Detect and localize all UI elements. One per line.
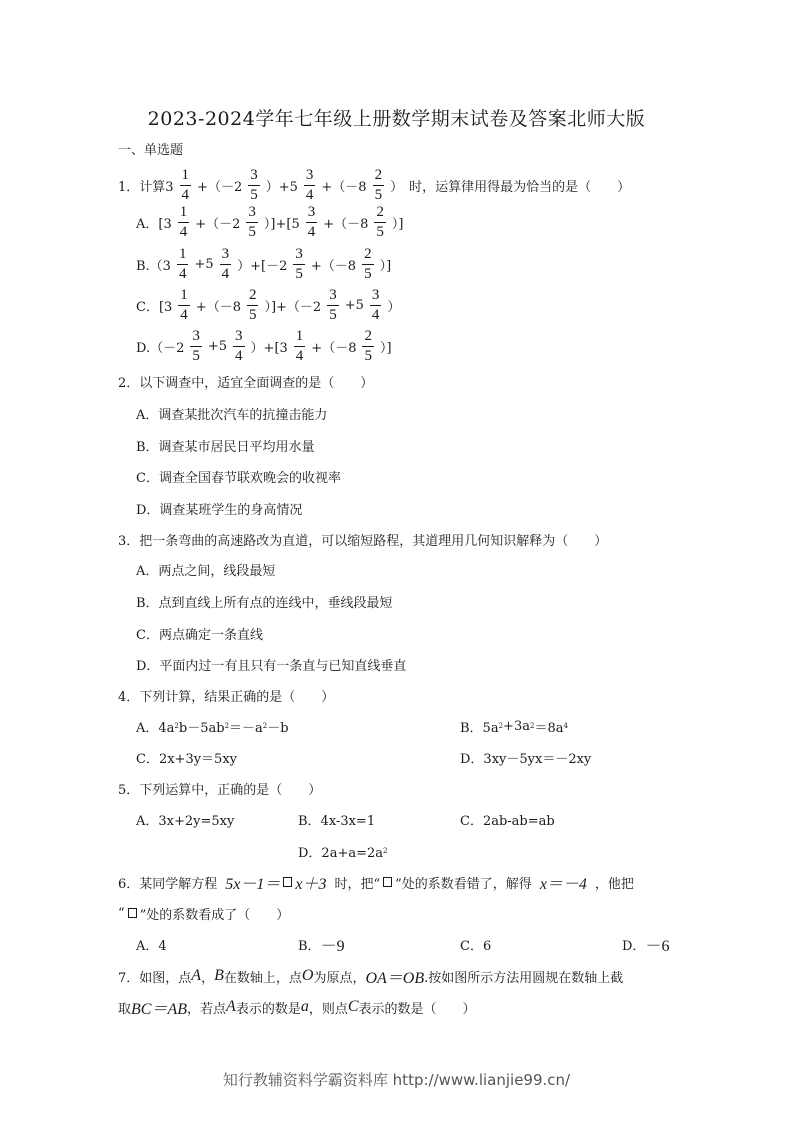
question-7-stem: 7．如图，点 A ， B 在数轴上，点 O 为原点， OA＝OB .按如图所示方法用圆规在数轴上截 xyxy=(118,967,624,987)
unknown-box-icon xyxy=(128,908,137,918)
unknown-box-icon xyxy=(283,877,292,887)
question-2-option-d: D．调查某班学生的身高情况 xyxy=(136,502,303,518)
question-6-option-c: C．6 xyxy=(460,938,492,954)
fraction: $\frac{2}{5}$ xyxy=(374,166,383,203)
question-3-option-b: B．点到直线上所有点的连线中，垂线段最短 xyxy=(136,595,393,611)
question-7-stem-line2: 取 BC＝AB ，若点 A 表示的数是 a ，则点 C 表示的数是（ ） xyxy=(118,998,476,1018)
footer-watermark: 知行教辅资料学霸资料库 http://www.lianjie99.cn/ xyxy=(222,1071,571,1089)
question-1-option-d: D.（－2 $\frac{3}{5}$ +5 $\frac{3}{4}$ ）+[3 $\frac{1}{4}$ +（－8 $\frac{2}{5}$ ）] xyxy=(136,327,392,364)
question-3-stem: 3．把一条弯曲的高速路改为直道，可以缩短路程，其道理用几何知识解释为（ ） xyxy=(118,533,608,549)
question-2-option-b: B．调查某市居民日平均用水量 xyxy=(136,439,315,455)
question-2-option-a: A．调查某批次汽车的抗撞击能力 xyxy=(136,407,328,423)
question-6-stem-line2: “ ”处的系数看成了（ ） xyxy=(118,905,290,923)
question-4-stem: 4．下列计算，结果正确的是（ ） xyxy=(118,689,335,705)
page-title: 2023-2024学年七年级上册数学期末试卷及答案北师大版 xyxy=(147,108,646,130)
question-5-option-c: C．2ab-ab=ab xyxy=(460,813,555,829)
question-4-option-c: C．2x+3y＝5xy xyxy=(136,751,238,767)
question-5-option-b: B．4x-3x=1 xyxy=(298,813,376,829)
question-5-option-d: D．2a+a=2a 2 xyxy=(298,845,388,861)
question-1-stem: 1．计算3 $\frac{1}{4}$ +（－2 $\frac{3}{5}$ ）+5 $\frac{3}{4}$ +（－8 $\frac{2}{5}$ ） 时，运算律用得最为恰当的是（ ） xyxy=(118,166,631,203)
question-5-option-a: A．3x+2y=5xy xyxy=(136,813,235,829)
question-1-option-c: C．[3 $\frac{1}{4}$ +（－8 $\frac{2}{5}$ ）]+（－2 $\frac{3}{5}$ +5 $\frac{3}{4}$ ） xyxy=(136,286,401,323)
section-heading: 一、单选题 xyxy=(118,142,184,158)
question-4-option-a: A．4a 2 b－5ab 2 ＝－a 2 －b xyxy=(136,720,289,736)
fraction: $\frac{3}{5}$ xyxy=(250,166,258,203)
question-3-option-c: C．两点确定一条直线 xyxy=(136,627,263,643)
question-6-option-b: B． －9 xyxy=(298,937,345,955)
question-2-option-c: C．调查全国春节联欢晚会的收视率 xyxy=(136,470,341,486)
question-4-option-b: B．5a 2 +3a 2 ＝8a 4 xyxy=(460,718,568,736)
fraction: $\frac{3}{4}$ xyxy=(305,166,314,203)
question-3-option-d: D．平面内过一有且只有一条直与已知直线垂直 xyxy=(136,658,407,674)
question-6-option-a: A．4 xyxy=(136,938,167,954)
fraction: $\frac{1}{4}$ xyxy=(181,166,190,203)
unknown-box-icon xyxy=(383,877,392,887)
question-2-stem: 2．以下调查中，适宜全面调查的是（ ） xyxy=(118,375,374,391)
question-3-option-a: A．两点之间，线段最短 xyxy=(136,563,276,579)
question-5-stem: 5．下列运算中，正确的是（ ） xyxy=(118,782,322,798)
question-6-option-d: D． －6 xyxy=(622,937,670,955)
question-4-option-d: D．3xy－5yx＝－2xy xyxy=(460,751,592,767)
question-1-option-a: A．[3 $\frac{1}{4}$ +（－2 $\frac{3}{5}$ ）]+[5 $\frac{3}{4}$ +（－8 $\frac{2}{5}$ ）] xyxy=(136,203,404,240)
question-6-stem: 6．某同学解方程 5x－1＝ x＋3 时，把“ ”处的系数看错了，解得 x＝－4 ，他把 xyxy=(118,875,634,893)
question-1-option-b: B.（3 $\frac{1}{4}$ +5 $\frac{3}{4}$ ）+[－2 $\frac{3}{5}$ +（－8 $\frac{2}{5}$ ）] xyxy=(136,245,392,282)
